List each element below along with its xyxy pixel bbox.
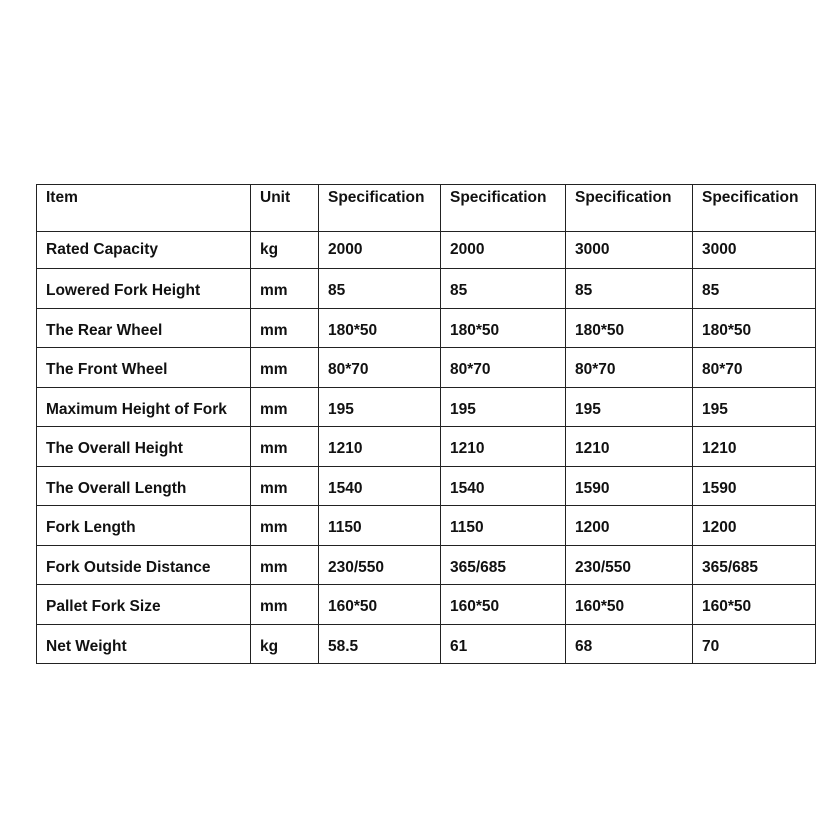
item-cell: The Front Wheel	[37, 348, 251, 388]
spec-cell-3: 230/550	[566, 545, 693, 585]
item-cell: The Overall Height	[37, 427, 251, 467]
spec-cell-2: 365/685	[441, 545, 566, 585]
table-row	[37, 308, 816, 348]
unit-cell: mm	[251, 269, 319, 309]
header-unit: Unit	[251, 185, 319, 232]
spec-cell-1: 1210	[319, 427, 441, 467]
spec-cell-1: 1540	[319, 466, 441, 506]
spec-cell-3: 85	[566, 269, 693, 309]
unit-cell: mm	[251, 387, 319, 427]
unit-cell: mm	[251, 585, 319, 625]
item-cell: Fork Outside Distance	[37, 545, 251, 585]
spec-cell-3: 80*70	[566, 348, 693, 388]
table-row	[37, 269, 816, 309]
spec-cell-3: 160*50	[566, 585, 693, 625]
spec-cell-2: 180*50	[441, 308, 566, 348]
spec-cell-2: 80*70	[441, 348, 566, 388]
table-row	[37, 427, 816, 467]
spec-cell-2: 1210	[441, 427, 566, 467]
unit-cell: mm	[251, 506, 319, 546]
unit-cell: mm	[251, 427, 319, 467]
spec-cell-4: 1210	[693, 427, 816, 467]
item-cell: The Overall Length	[37, 466, 251, 506]
spec-cell-2: 61	[441, 624, 566, 664]
spec-cell-2: 2000	[441, 232, 566, 269]
spec-cell-4: 70	[693, 624, 816, 664]
table-row	[37, 545, 816, 585]
item-cell: Pallet Fork Size	[37, 585, 251, 625]
header-specification-4: Specification	[693, 185, 816, 232]
table-row	[37, 585, 816, 625]
spec-cell-4: 365/685	[693, 545, 816, 585]
spec-cell-3: 1590	[566, 466, 693, 506]
spec-cell-2: 160*50	[441, 585, 566, 625]
spec-cell-2: 1150	[441, 506, 566, 546]
header-specification-2: Specification	[441, 185, 566, 232]
table-row	[37, 506, 816, 546]
spec-cell-4: 160*50	[693, 585, 816, 625]
table-row	[37, 624, 816, 664]
unit-cell: mm	[251, 545, 319, 585]
spec-cell-4: 80*70	[693, 348, 816, 388]
item-cell: Lowered Fork Height	[37, 269, 251, 309]
header-item: Item	[37, 185, 251, 232]
spec-cell-1: 85	[319, 269, 441, 309]
table-row	[37, 387, 816, 427]
spec-cell-1: 80*70	[319, 348, 441, 388]
spec-cell-1: 160*50	[319, 585, 441, 625]
unit-cell: mm	[251, 348, 319, 388]
item-cell: Net Weight	[37, 624, 251, 664]
item-cell: Fork Length	[37, 506, 251, 546]
spec-cell-3: 1210	[566, 427, 693, 467]
spec-cell-3: 68	[566, 624, 693, 664]
spec-cell-1: 180*50	[319, 308, 441, 348]
unit-cell: kg	[251, 232, 319, 269]
unit-cell: mm	[251, 308, 319, 348]
spec-cell-3: 1200	[566, 506, 693, 546]
table-row	[37, 232, 816, 269]
header-specification-3: Specification	[566, 185, 693, 232]
item-cell: Maximum Height of Fork	[37, 387, 251, 427]
table-header-row	[37, 185, 816, 232]
spec-cell-1: 1150	[319, 506, 441, 546]
spec-cell-3: 180*50	[566, 308, 693, 348]
spec-cell-4: 3000	[693, 232, 816, 269]
spec-cell-2: 1540	[441, 466, 566, 506]
unit-cell: kg	[251, 624, 319, 664]
table-row	[37, 348, 816, 388]
spec-cell-3: 195	[566, 387, 693, 427]
spec-cell-4: 1200	[693, 506, 816, 546]
spec-cell-1: 230/550	[319, 545, 441, 585]
spec-cell-1: 195	[319, 387, 441, 427]
table-body	[37, 232, 816, 664]
header-specification-1: Specification	[319, 185, 441, 232]
spec-cell-2: 85	[441, 269, 566, 309]
spec-cell-1: 2000	[319, 232, 441, 269]
spec-cell-4: 195	[693, 387, 816, 427]
spec-cell-2: 195	[441, 387, 566, 427]
spec-cell-1: 58.5	[319, 624, 441, 664]
table-row	[37, 466, 816, 506]
spec-cell-4: 180*50	[693, 308, 816, 348]
unit-cell: mm	[251, 466, 319, 506]
spec-cell-4: 1590	[693, 466, 816, 506]
specification-table	[36, 184, 816, 664]
spec-cell-3: 3000	[566, 232, 693, 269]
item-cell: Rated Capacity	[37, 232, 251, 269]
item-cell: The Rear Wheel	[37, 308, 251, 348]
spec-cell-4: 85	[693, 269, 816, 309]
